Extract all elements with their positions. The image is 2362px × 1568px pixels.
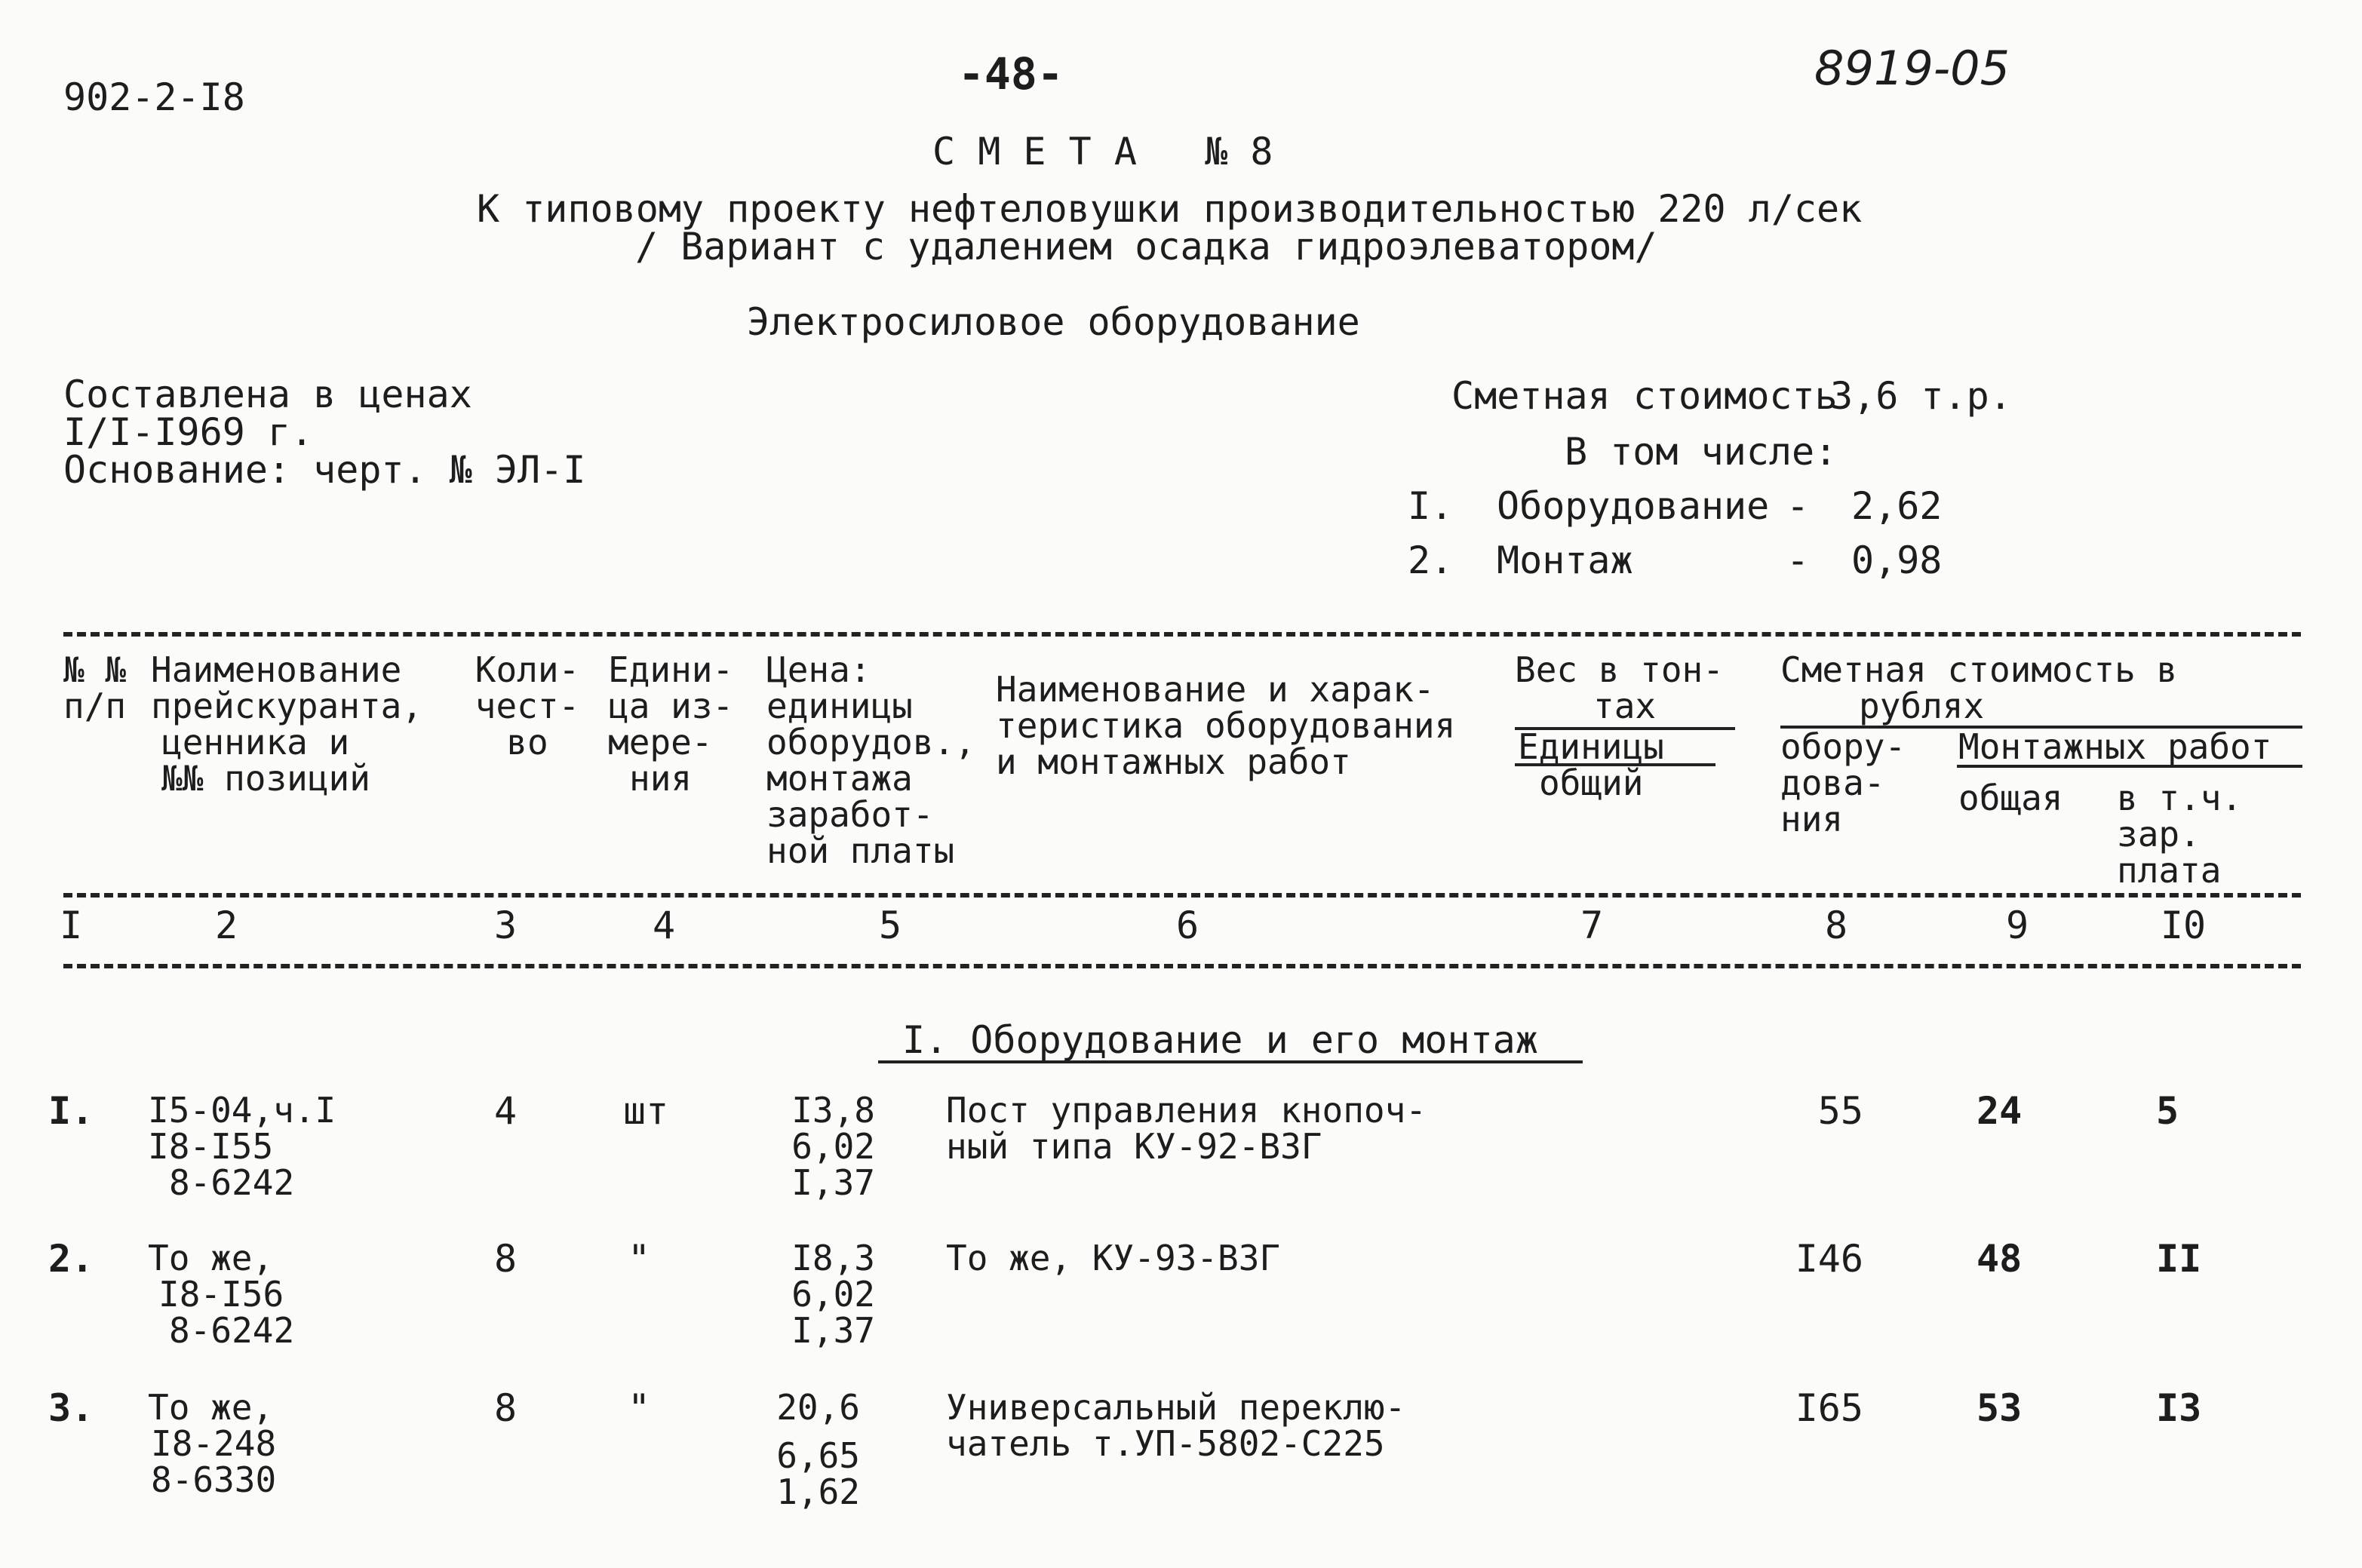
row-mounting-cost: 53 bbox=[1977, 1386, 2023, 1430]
row-wage-cost: II bbox=[2156, 1237, 2202, 1281]
column-numbers-top-rule bbox=[63, 893, 2301, 898]
cost-item-label: Монтаж bbox=[1497, 539, 1633, 582]
column-number: 3 bbox=[493, 904, 518, 947]
header-cell-mounting-group: Монтажных работ bbox=[1958, 726, 2272, 767]
header-cell-pricelist: Наименование прейскуранта, ценника и №№ позиций bbox=[151, 649, 423, 799]
estimate-heading: С М Е Т А № 8 bbox=[932, 130, 1273, 173]
row-number: I. bbox=[48, 1089, 94, 1133]
row-number: 2. bbox=[48, 1237, 94, 1281]
row-description: Универсальный переклю- чатель т.УП-5802-С225 bbox=[946, 1387, 1406, 1464]
header-cell-weight: Вес в тон- тах bbox=[1515, 649, 1724, 726]
mounting-rule bbox=[1957, 765, 2302, 768]
section-heading: Электросиловое оборудование bbox=[747, 300, 1360, 344]
column-number: 2 bbox=[214, 904, 238, 947]
row-price: I8,3 6,02 I,37 bbox=[791, 1238, 875, 1351]
header-cell-price: Цена: единицы оборудов., монтажа заработ- ной платы bbox=[766, 649, 975, 871]
header-cell-weight-unit: Единицы bbox=[1518, 726, 1664, 767]
prices-label: Составлена в ценах bbox=[63, 373, 472, 416]
row-price: I3,8 6,02 I,37 bbox=[791, 1090, 875, 1203]
table-top-rule bbox=[63, 632, 2301, 637]
row-wage-cost: I3 bbox=[2156, 1386, 2202, 1430]
basis-label: Основание: черт. № ЭЛ-I bbox=[63, 448, 586, 492]
header-cell-equipment: обору- дова- ния bbox=[1780, 726, 1906, 839]
header-cell-number: № № п/п bbox=[63, 649, 127, 726]
header-cell-quantity: Коли- чест- во bbox=[475, 649, 580, 763]
prices-date: I/I-I969 г. bbox=[63, 410, 314, 454]
row-mounting-cost: 24 bbox=[1977, 1089, 2023, 1133]
header-cell-description: Наименование и харак- теристика оборудования и монтажных работ bbox=[996, 669, 1456, 782]
cost-item-number: I. bbox=[1408, 484, 1454, 528]
cost-item-label: Оборудование bbox=[1497, 484, 1770, 528]
row-wage-cost: 5 bbox=[2156, 1089, 2179, 1133]
page-number: -48- bbox=[958, 48, 1064, 100]
row-description: То же, КУ-93-ВЗГ bbox=[946, 1238, 1281, 1278]
row-description: Пост управления кнопоч- ный типа КУ-92-ВЗГ bbox=[946, 1090, 1427, 1167]
row-number: 3. bbox=[48, 1386, 94, 1430]
column-number: I0 bbox=[2160, 904, 2207, 947]
column-number: 6 bbox=[1175, 904, 1199, 947]
cost-item-number: 2. bbox=[1408, 539, 1454, 582]
header-cell-unit: Едини- ца из- мере- ния bbox=[608, 649, 734, 799]
estimate-title-line2: / Вариант с удалением осадка гидроэлеватором/ bbox=[635, 225, 1657, 268]
header-cell-wage: в т.ч. зар. плата bbox=[2117, 778, 2243, 891]
row-mounting-cost: 48 bbox=[1977, 1237, 2023, 1281]
table-section-title: I. Оборудование и его монтаж bbox=[902, 1018, 1538, 1062]
section-title-underline bbox=[878, 1060, 1583, 1063]
cost-item-dash: - bbox=[1786, 484, 1810, 528]
cost-item-dash: - bbox=[1786, 539, 1810, 582]
row-unit: " bbox=[628, 1386, 651, 1430]
row-quantity: 8 bbox=[493, 1237, 518, 1281]
row-price: 20,6 6,65 1,62 bbox=[776, 1387, 860, 1512]
row-quantity: 8 bbox=[493, 1386, 518, 1430]
header-cell-cost: Сметная стоимость в рублях bbox=[1780, 649, 2178, 726]
estimate-title-line1: К типовому проекту нефтеловушки производительностью 220 л/сек bbox=[477, 187, 1863, 231]
row-equipment-cost: 55 bbox=[1817, 1089, 1863, 1133]
handwritten-number: 8919-05 bbox=[1814, 41, 2010, 96]
document-code: 902-2-I8 bbox=[63, 75, 245, 119]
including-label: В том числе: bbox=[1565, 430, 1838, 474]
header-cell-weight-total: общий bbox=[1539, 763, 1644, 803]
column-number: 7 bbox=[1580, 904, 1604, 947]
row-pricelist-ref: То же, I8-248 8-6330 bbox=[148, 1387, 277, 1500]
column-numbers-bottom-rule bbox=[63, 964, 2301, 968]
total-cost-value: 3,6 т.р. bbox=[1830, 374, 2012, 418]
row-quantity: 4 bbox=[493, 1089, 518, 1133]
row-unit: " bbox=[628, 1237, 651, 1281]
cost-item-value: 0,98 bbox=[1851, 539, 1943, 582]
cost-item-value: 2,62 bbox=[1851, 484, 1943, 528]
column-number: I bbox=[59, 904, 83, 947]
row-unit: шт bbox=[623, 1089, 669, 1133]
row-equipment-cost: I46 bbox=[1795, 1237, 1863, 1281]
row-pricelist-ref: То же, I8-I56 8-6242 bbox=[148, 1238, 295, 1351]
column-number: 8 bbox=[1824, 904, 1848, 947]
total-cost-label: Сметная стоимость bbox=[1451, 374, 1838, 418]
column-number: 4 bbox=[652, 904, 676, 947]
header-cell-mounting-total: общая bbox=[1958, 778, 2063, 818]
column-number: 5 bbox=[878, 904, 902, 947]
row-pricelist-ref: I5-04,ч.I I8-I55 8-6242 bbox=[148, 1090, 336, 1203]
row-equipment-cost: I65 bbox=[1795, 1386, 1863, 1430]
column-number: 9 bbox=[2005, 904, 2029, 947]
